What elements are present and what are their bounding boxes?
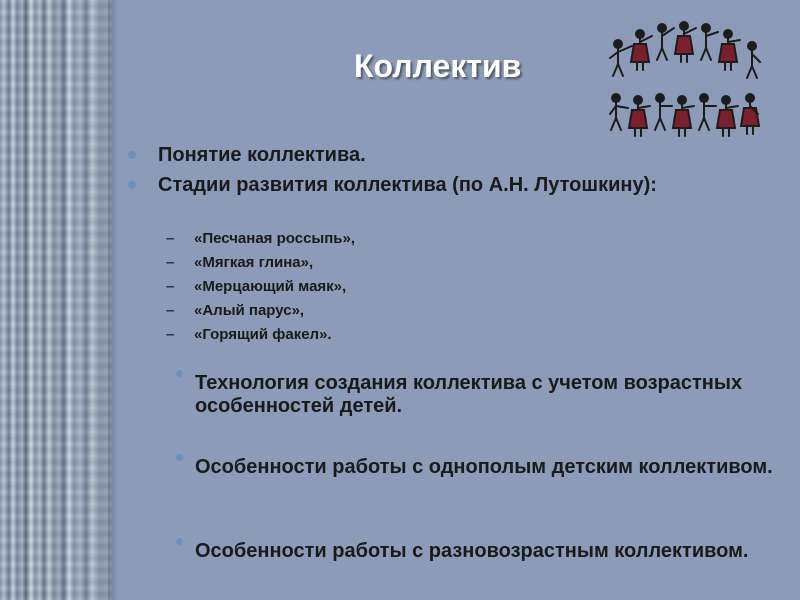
strip-shadow — [108, 0, 118, 600]
bullet-text: Понятие коллектива. — [158, 144, 366, 166]
bullet-text: Стадии развития коллектива (по А.Н. Лутошкину): — [158, 174, 657, 196]
point-text: Особенности работы с разновозрастным коллективом. — [195, 540, 749, 562]
point-text: Технология создания коллектива с учетом возрастных особенностей детей. — [195, 372, 743, 417]
point-text: Особенности работы с однополым детским коллективом. — [195, 456, 773, 478]
bullet-dot — [128, 151, 136, 159]
stage-item: – «Песчаная россыпь», — [166, 230, 356, 247]
bullet-dot — [176, 370, 183, 377]
dancing-children-illustration — [600, 18, 775, 148]
stage-item: – «Горящий факел». — [166, 326, 332, 343]
stage-item: – «Мягкая глина», — [166, 254, 314, 271]
decorative-left-strip — [0, 0, 112, 600]
slide-title: Коллектив — [354, 48, 522, 84]
stage-item: – «Алый парус», — [166, 302, 305, 319]
bullet-dot — [176, 454, 183, 461]
stage-item: – «Мерцающий маяк», — [166, 278, 347, 295]
bullet-dot — [128, 181, 136, 189]
bullet-dot — [176, 538, 183, 545]
